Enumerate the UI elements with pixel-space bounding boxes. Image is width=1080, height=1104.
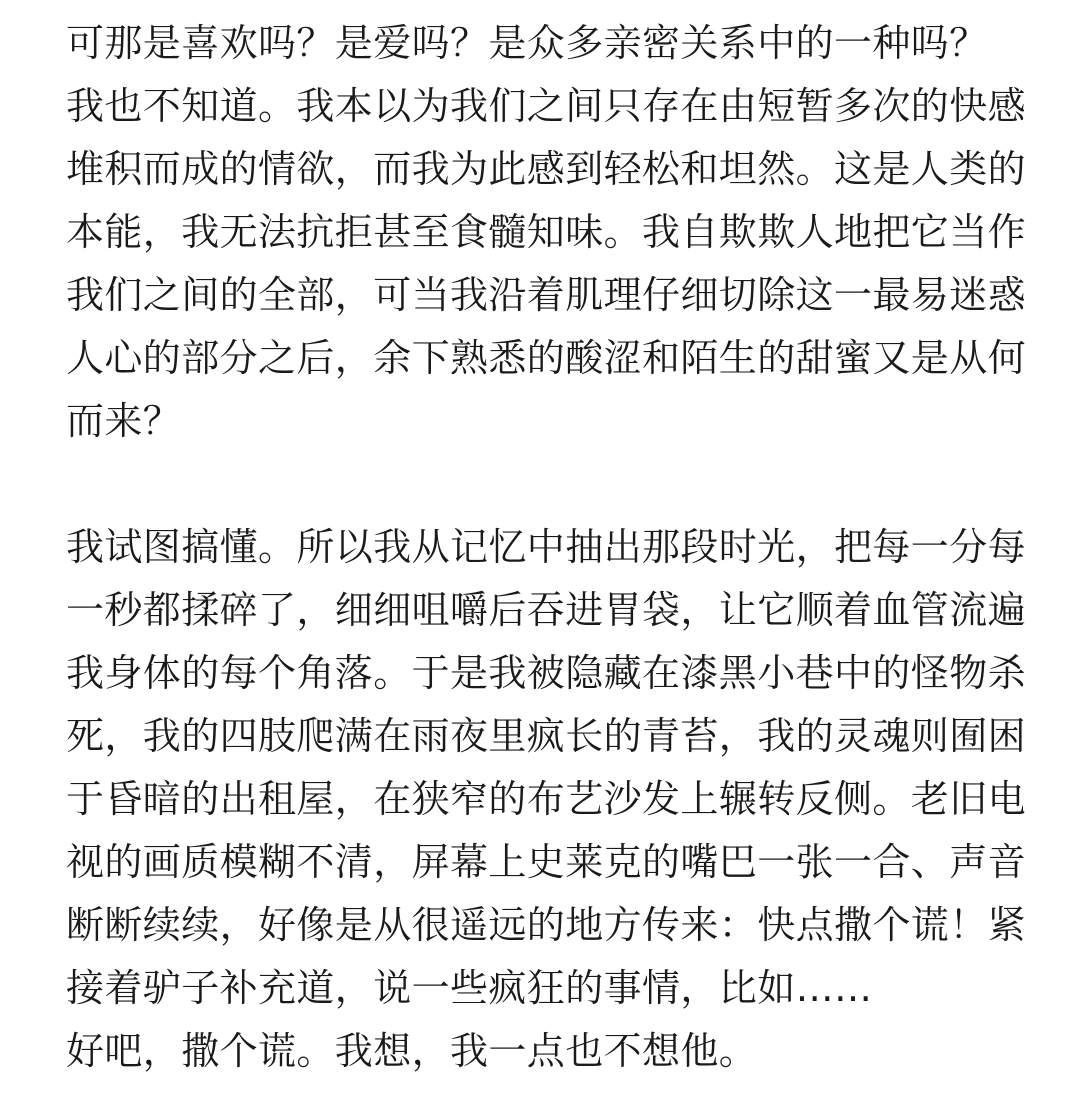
text-line: 我们之间的全部，可当我沿着肌理仔细切除这一最易迷惑: [66, 273, 1027, 317]
text-line: 人心的部分之后，余下熟悉的酸涩和陌生的甜蜜又是从何: [66, 336, 1027, 380]
text-line: 死，我的四肢爬满在雨夜里疯长的青苔，我的灵魂则囿困: [66, 714, 1027, 758]
text-line: 而来？: [66, 399, 182, 443]
paragraph-spacer: [66, 453, 1006, 516]
text-line: 接着驴子补充道，说一些疯狂的事情，比如……: [66, 966, 873, 1010]
text-line: 本能，我无法抗拒甚至食髓知味。我自欺欺人地把它当作: [66, 210, 1027, 254]
text-line: 一秒都揉碎了，细细咀嚼后吞进胃袋，让它顺着血管流遍: [66, 588, 1027, 632]
article-body: [66, 12, 1027, 1083]
text-line: 可那是喜欢吗？是爱吗？是众多亲密关系中的一种吗？: [66, 21, 988, 65]
text-line: 我也不知道。我本以为我们之间只存在由短暂多次的快感: [66, 84, 1027, 128]
text-line: 于昏暗的出租屋，在狭窄的布艺沙发上辗转反侧。老旧电: [66, 777, 1027, 821]
paragraph-1: [66, 12, 1027, 453]
paragraph-2: [66, 516, 1027, 1083]
text-line: 我试图搞懂。所以我从记忆中抽出那段时光，把每一分每: [66, 525, 1027, 569]
text-line: 堆积而成的情欲，而我为此感到轻松和坦然。这是人类的: [66, 147, 1027, 191]
text-line: 视的画质模糊不清，屏幕上史莱克的嘴巴一张一合、声音: [66, 840, 1027, 884]
text-line: 断断续续，好像是从很遥远的地方传来：快点撒个谎！紧: [66, 903, 1027, 947]
text-line: 我身体的每个角落。于是我被隐藏在漆黑小巷中的怪物杀: [66, 651, 1027, 695]
text-line: 好吧，撒个谎。我想，我一点也不想他。: [66, 1029, 758, 1073]
